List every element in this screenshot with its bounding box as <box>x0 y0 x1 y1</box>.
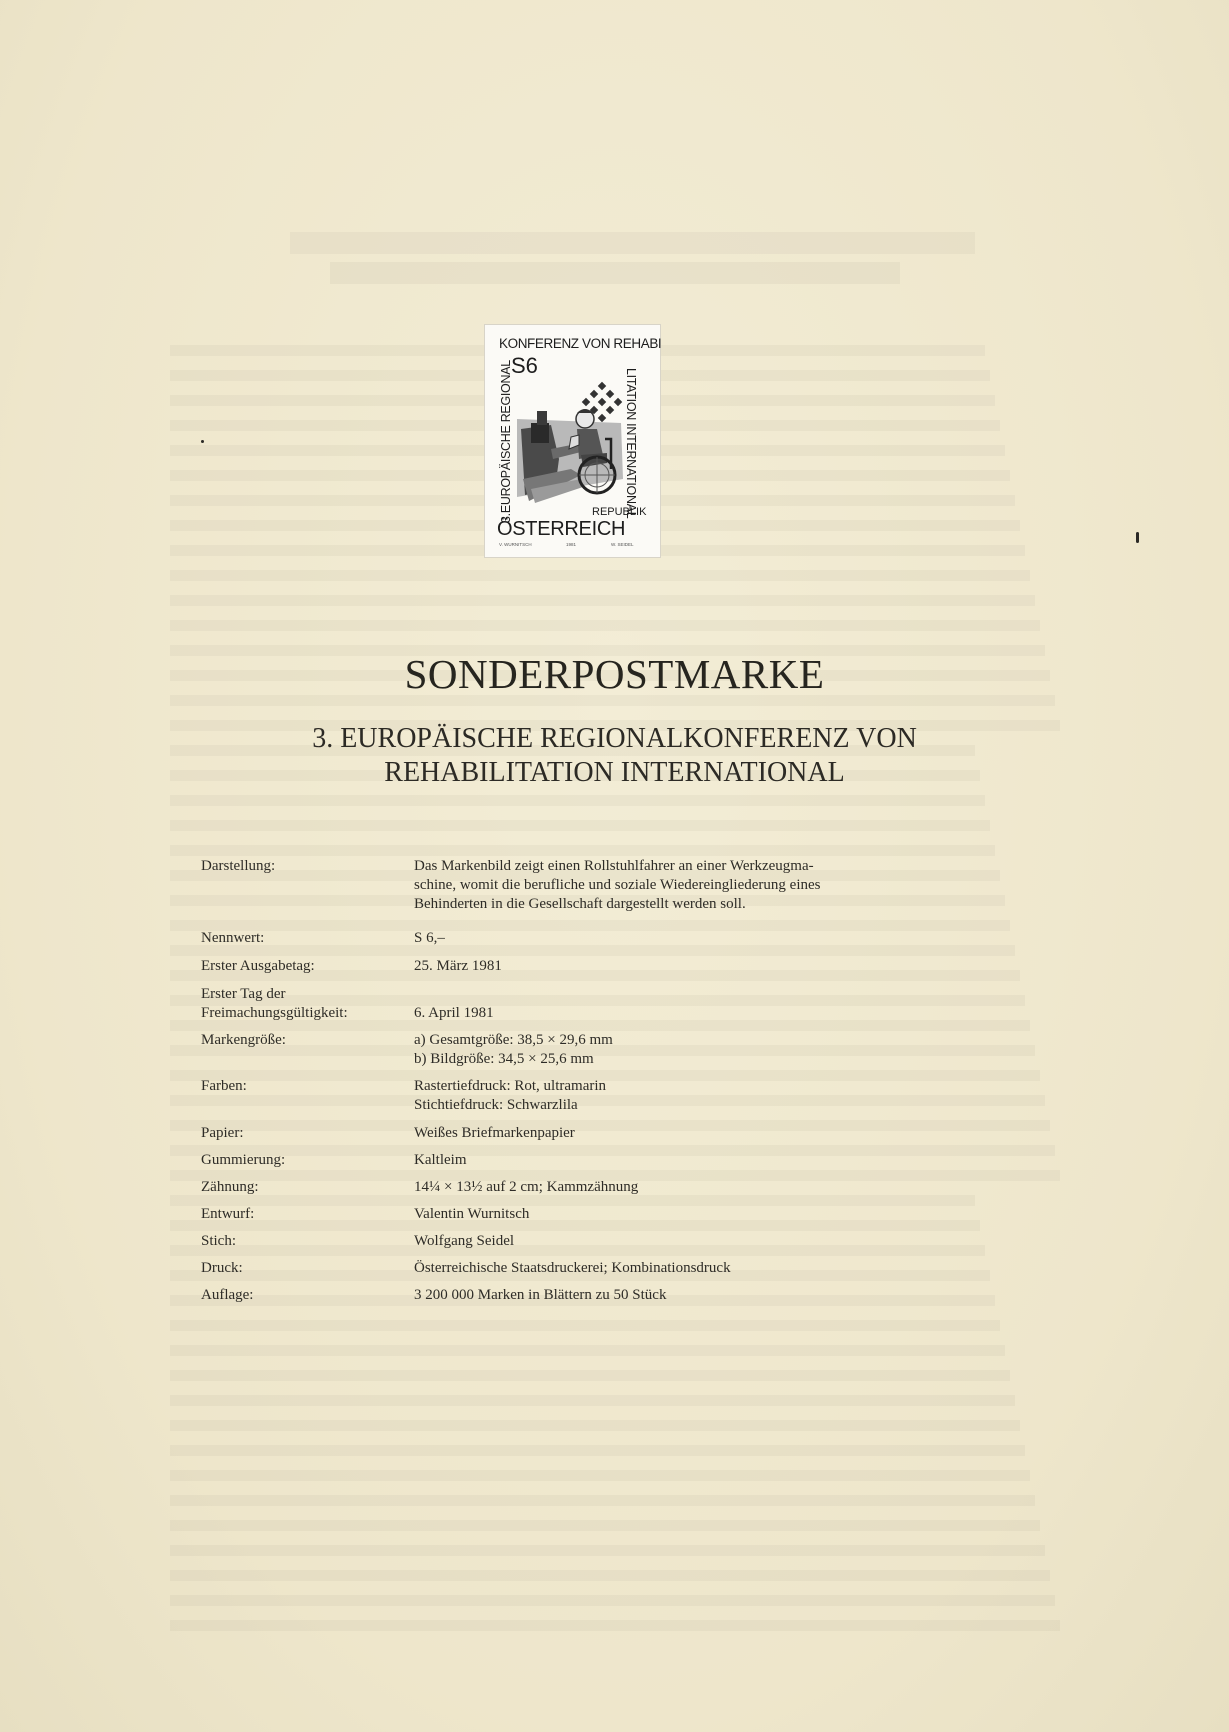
paper-speck <box>201 440 204 443</box>
detail-row <box>201 1178 961 1197</box>
detail-value: Valentin Wurnitsch <box>414 1206 530 1222</box>
detail-row <box>201 1205 961 1224</box>
detail-label: Erster Tag der Freimachungsgültigkeit: <box>201 986 348 1021</box>
detail-value: Rastertiefdruck: Rot, ultramarin Stichtiefdruck: Schwarzlila <box>414 1078 607 1113</box>
detail-label: Gummierung: <box>201 1152 286 1168</box>
stamp-republik-text: REPUBLIK <box>592 506 647 518</box>
detail-row <box>201 1286 961 1305</box>
detail-row <box>201 1232 961 1251</box>
stamp-details-table <box>201 857 961 1305</box>
detail-row <box>201 929 961 948</box>
stamp-year-credit: 1981 <box>566 542 577 547</box>
subtitle-line-2: REHABILITATION INTERNATIONAL <box>384 757 845 788</box>
detail-label: Farben: <box>201 1078 247 1094</box>
detail-value: Weißes Briefmarkenpapier <box>414 1125 575 1141</box>
detail-value: Österreichische Staatsdruckerei; Kombinationsdruck <box>414 1260 731 1276</box>
stamp-top-text: KONFERENZ VON REHABI <box>499 336 662 351</box>
detail-row <box>201 1151 961 1170</box>
detail-value: Kaltleim <box>414 1152 467 1168</box>
detail-label: Stich: <box>201 1233 237 1249</box>
page-title: SONDERPOSTMARKE <box>404 651 825 697</box>
detail-value: 25. März 1981 <box>414 958 502 974</box>
detail-value: 3 200 000 Marken in Blättern zu 50 Stück <box>414 1287 667 1303</box>
stamp-image <box>485 325 660 557</box>
stamp-denomination: S6 <box>511 353 538 378</box>
detail-row <box>201 1031 961 1069</box>
paper-speck <box>1136 532 1139 543</box>
detail-value: 14¼ × 13½ auf 2 cm; Kammzähnung <box>414 1179 639 1195</box>
detail-label: Erster Ausgabetag: <box>201 958 315 974</box>
detail-row <box>201 1077 961 1115</box>
detail-value: Wolfgang Seidel <box>414 1233 515 1249</box>
detail-row <box>201 857 961 914</box>
detail-label: Papier: <box>201 1125 244 1141</box>
stamp-engraver-credit: W. SEIDEL <box>611 542 634 547</box>
stamp-country-text: ÖSTERREICH <box>497 518 626 540</box>
detail-label: Entwurf: <box>201 1206 255 1222</box>
detail-label: Zähnung: <box>201 1179 259 1195</box>
subtitle-line-1: 3. EUROPÄISCHE REGIONALKONFERENZ VON <box>312 723 917 754</box>
detail-row <box>201 1124 961 1143</box>
stamp-designer-credit: V. WURNITSCH <box>499 542 532 547</box>
detail-value: Das Markenbild zeigt einen Rollstuhlfahrer an einer Werkzeugma- schine, womit die berufliche und soziale Wiedereingliederung eines Behinderten in die Gesellschaft dargestellt werden soll. <box>414 858 821 912</box>
detail-row <box>201 1259 961 1278</box>
stamp-left-text: 3.EUROPÄISCHE REGIONAL <box>499 360 513 523</box>
detail-value: S 6,– <box>414 930 445 946</box>
detail-label: Markengröße: <box>201 1032 286 1048</box>
detail-value: a) Gesamtgröße: 38,5 × 29,6 mm b) Bildgröße: 34,5 × 25,6 mm <box>414 1032 613 1067</box>
detail-label: Nennwert: <box>201 930 265 946</box>
detail-row <box>201 985 961 1023</box>
detail-label: Auflage: <box>201 1287 254 1303</box>
page-subtitle <box>0 722 1229 790</box>
detail-label: Druck: <box>201 1260 243 1276</box>
detail-row <box>201 957 961 976</box>
stamp-right-text: LITATION INTERNATIONAL <box>624 368 638 519</box>
wheelchair-machinist-illustration <box>511 379 636 509</box>
detail-label: Darstellung: <box>201 858 276 874</box>
detail-value: 6. April 1981 <box>414 1005 494 1021</box>
